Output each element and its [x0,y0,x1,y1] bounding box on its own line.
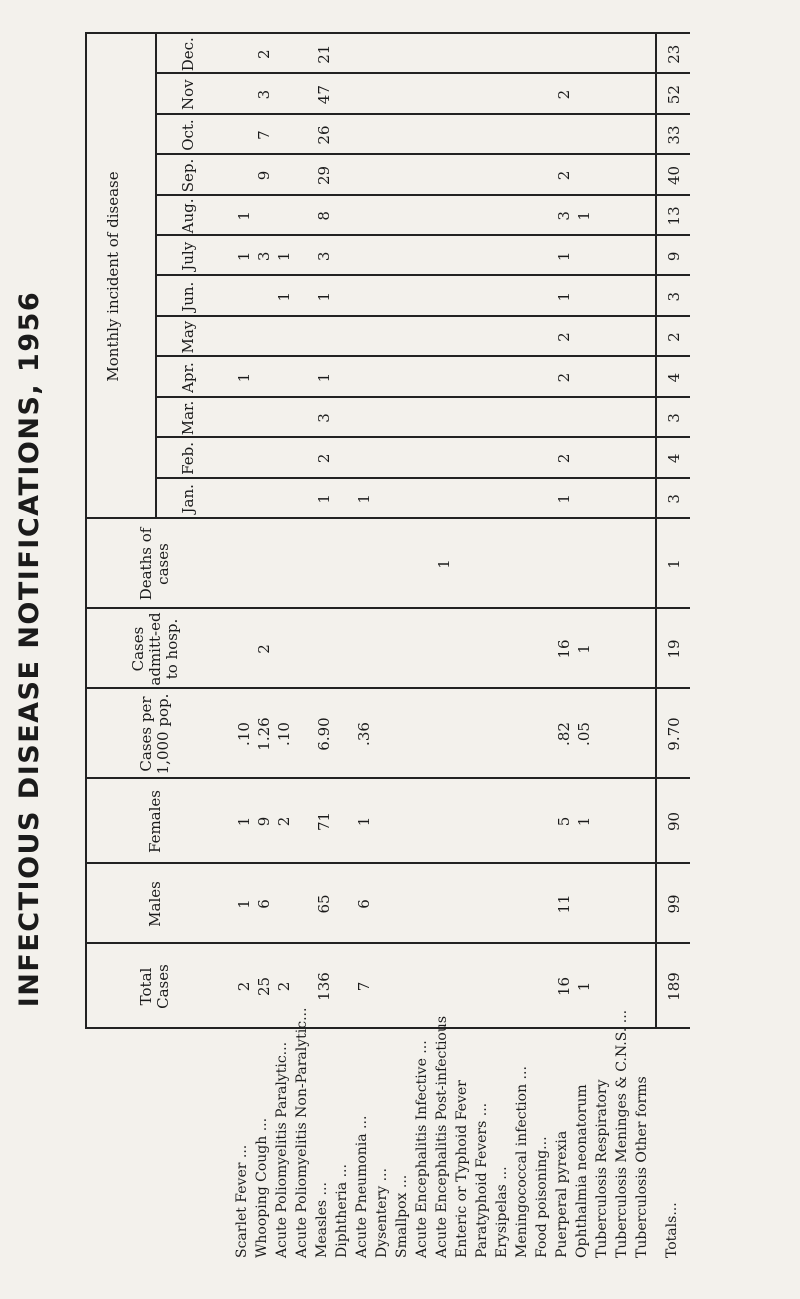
cell-month-11: 2 [555,89,573,100]
disease-label: Measles ... [314,1182,330,1258]
cell-month-6: 1 [275,291,293,302]
total-females: 90 [665,811,683,832]
header-month-10: Oct. [179,119,197,151]
cell-month-10: 26 [315,125,333,145]
total-month-1: 3 [665,494,683,504]
disease-label: Whooping Cough ... [254,1117,270,1258]
disease-label: Acute Encephalitis Infective ... [414,1040,430,1258]
total-month-10: 33 [665,125,683,145]
month-column-rule [155,436,690,438]
cell-females: 5 [555,816,573,827]
header-females: Females [145,790,164,854]
cell-rate: 6.90 [315,717,333,751]
header-month-3: Mar. [179,400,197,436]
total-month-12: 23 [665,44,683,64]
total-males: 99 [665,894,683,914]
disease-label: Meningococcal infection ... [514,1066,530,1258]
total-total: 189 [665,972,683,1001]
cell-total: 25 [255,976,273,997]
cell-rate: .82 [555,722,573,746]
disease-label: Scarlet Fever ... [234,1144,250,1258]
cell-month-4: 1 [315,372,333,383]
cell-month-8: 1 [235,211,253,221]
disease-label: Paratyphoid Fevers ... [474,1102,490,1258]
cell-males: 65 [315,894,333,914]
cell-females: 9 [255,816,273,827]
cell-hosp: 2 [255,644,273,654]
total-month-3: 3 [665,413,683,423]
month-column-rule [155,113,690,115]
cell-month-12: 2 [255,49,273,59]
total-deaths: 1 [665,559,683,569]
cell-month-4: 2 [555,372,573,383]
header-month-8: Aug. [179,198,197,234]
disease-label: Dysentery ... [374,1168,390,1258]
header-monthly: Monthly incident of disease [104,171,122,382]
cell-month-9: 9 [255,170,273,181]
cell-month-7: 1 [555,251,573,262]
header-total: Total Cases [137,964,172,1009]
cell-males: 6 [355,899,373,909]
header-month-2: Feb. [179,441,197,475]
total-month-4: 4 [665,372,683,383]
cell-total: 7 [355,981,373,992]
notifications-table [85,34,690,1264]
totals-rule [655,34,657,1029]
cell-month-3: 3 [315,413,333,423]
disease-label: Acute Poliomyelitis Paralytic... [274,1041,290,1258]
disease-label: Puerperal pyrexia [554,1130,570,1258]
cell-month-7: 1 [275,251,293,262]
total-month-7: 9 [665,251,683,262]
cell-males: 6 [255,899,273,909]
disease-label: Smallpox ... [394,1174,410,1258]
cell-deaths: 1 [435,559,453,569]
month-column-rule [155,72,690,74]
total-month-5: 2 [665,332,683,342]
cell-females: 1 [235,816,253,827]
cell-total: 136 [315,972,333,1001]
disease-label: Erysipelas ... [494,1166,510,1258]
total-hosp: 19 [665,639,683,659]
cell-rate: 1.26 [255,717,273,751]
header-month-12: Dec. [179,37,197,72]
disease-label: Diphtheria ... [334,1164,350,1258]
cell-month-1: 1 [315,494,333,504]
cell-month-7: 1 [235,251,253,262]
total-month-11: 52 [665,85,683,105]
header-males: Males [145,881,164,927]
total-month-9: 40 [665,165,683,186]
header-month-5: May [179,320,197,354]
total-rate: 9.70 [665,717,683,751]
cell-month-2: 2 [315,453,333,464]
cell-month-8: 1 [575,211,593,221]
disease-label: Tuberculosis Meninges & C.N.S. ... [614,1009,630,1258]
cell-month-2: 2 [555,453,573,464]
disease-label: Food poisoning... [534,1136,550,1258]
cell-month-5: 2 [555,332,573,342]
cell-month-7: 3 [315,251,333,262]
cell-total: 16 [555,976,573,997]
cell-month-8: 3 [555,211,573,221]
header-month-11: Nov [179,79,197,110]
month-column-rule [155,477,690,479]
cell-hosp: 16 [555,639,573,659]
disease-label: Tuberculosis Other forms [634,1076,650,1258]
cell-month-11: 3 [255,89,273,100]
total-month-8: 13 [665,206,683,226]
cell-total: 2 [275,981,293,992]
month-column-rule [155,153,690,155]
cell-month-8: 8 [315,211,333,221]
cell-rate: .05 [575,722,593,746]
cell-rate: .10 [235,722,253,746]
cell-month-1: 1 [555,494,573,504]
cell-males: 11 [555,894,573,914]
cell-month-9: 29 [315,165,333,186]
cell-females: 71 [315,811,333,832]
monthly-header-rule [155,34,157,519]
cell-females: 2 [275,816,293,827]
disease-label: Tuberculosis Respiratory [594,1079,610,1258]
totals-label: Totals... [664,1202,680,1258]
header-month-4: Apr. [179,362,197,393]
total-month-6: 3 [665,291,683,302]
disease-label: Acute Poliomyelitis Non-Paralytic... [294,1007,310,1258]
cell-rate: .10 [275,722,293,746]
cell-month-12: 21 [315,44,333,64]
cell-month-11: 47 [315,85,333,105]
month-column-rule [155,315,690,317]
cell-hosp: 1 [575,644,593,654]
disease-label: Ophthalmia neonatorum [574,1084,590,1258]
cell-month-6: 1 [555,291,573,302]
cell-month-1: 1 [355,494,373,504]
header-month-9: Sep. [179,158,197,193]
header-month-1: Jan. [179,484,197,514]
disease-label: Acute Encephalitis Post-infectious [434,1015,450,1258]
cell-females: 1 [575,816,593,827]
disease-label: Acute Pneumonia ... [354,1115,370,1258]
cell-males: 1 [235,899,253,909]
cell-month-6: 1 [315,291,333,302]
cell-month-7: 3 [255,251,273,262]
column-rule [85,32,690,34]
cell-total: 2 [235,981,253,992]
cell-rate: .36 [355,722,373,746]
cell-month-9: 2 [555,170,573,181]
total-month-2: 4 [665,453,683,464]
header-rate: Cases per 1,000 pop. [137,693,172,775]
cell-total: 1 [575,981,593,992]
cell-females: 1 [355,816,373,827]
header-deaths: Deaths of cases [137,527,172,601]
cell-month-10: 7 [255,130,273,140]
page-title: INFECTIOUS DISEASE NOTIFICATIONS, 1956 [14,290,45,1008]
header-month-7: July [179,241,197,271]
header-month-6: Jun. [179,281,197,312]
cell-month-4: 1 [235,372,253,383]
header-hosp: Cases admitt-ed to hosp. [128,612,181,686]
disease-label: Enteric or Typhoid Fever [454,1080,470,1258]
